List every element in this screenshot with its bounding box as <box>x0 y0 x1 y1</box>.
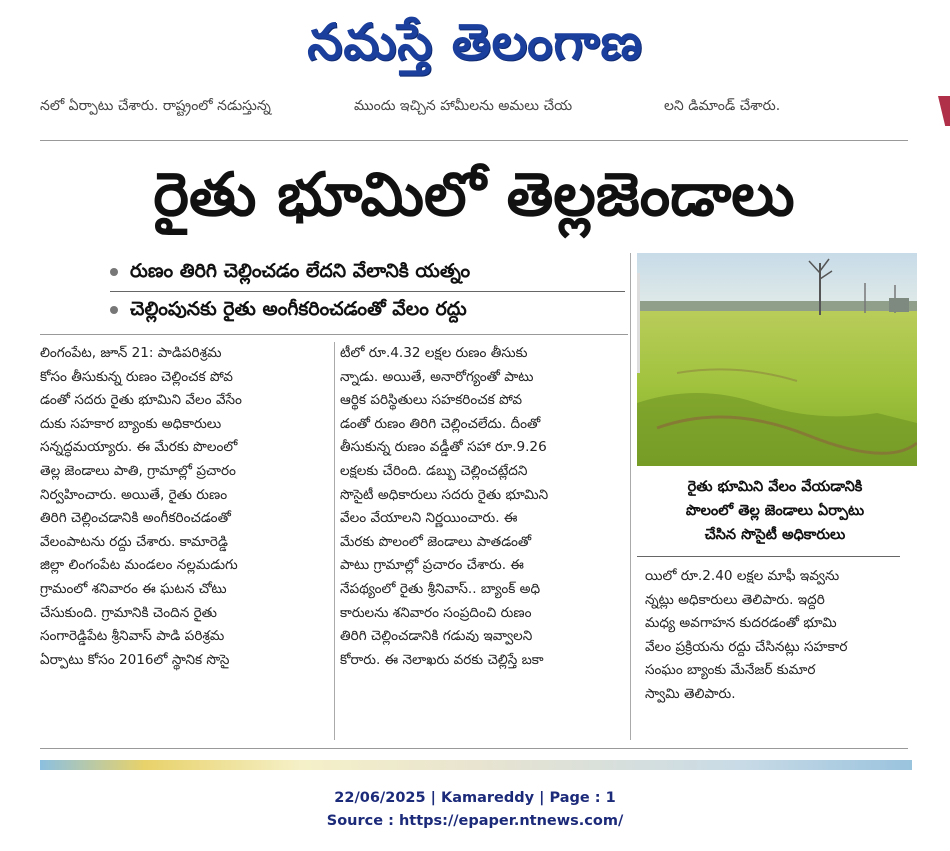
divider <box>40 748 908 749</box>
bullet-icon <box>110 306 118 314</box>
photo-caption: రైతు భూమిని వేలం వేయడానికి పొలంలో తెల్ల జెండాలు ఏర్పాటు చేసిన సొసైటీ అధికారులు <box>685 479 865 543</box>
headline: రైతు భూమిలో తెల్లజెండాలు <box>153 160 795 230</box>
article-line: దుకు సహకార బ్యాంకు అధికారులు <box>40 415 222 432</box>
article-line: సంగారెడ్డిపేట శ్రీనివాస్ పాడి పరిశ్రమ <box>40 628 225 645</box>
divider <box>40 334 628 335</box>
article-line: యిలో రూ.2.40 లక్షల మాఫీ ఇవ్వను <box>645 568 840 584</box>
article-line: జిల్లా లింగంపేట మండలం నల్లమడుగు <box>40 557 238 574</box>
article-line: పాటు గ్రామాల్లో ప్రచారం చేశారు. ఈ <box>340 557 524 574</box>
bullet-icon <box>110 268 118 276</box>
article-line: న్నాడు. అయితే, అనారోగ్యంతో పాటు <box>340 368 534 385</box>
article-line: గ్రామంలో శనివారం ఈ ఘటన చోటు <box>40 580 227 597</box>
article-line: తిరిగి చెల్లించడానికి గడువు ఇవ్వాలని <box>340 628 533 645</box>
page-edge-mark <box>938 96 950 126</box>
article-line: డంతో సదరు రైతు భూమిని వేలం వేసేం <box>40 392 242 409</box>
divider <box>637 556 900 557</box>
previous-article-strip <box>40 96 910 122</box>
article-line: తీసుకున్న రుణం వడ్డీతో సహా రూ.9.26 <box>340 439 547 456</box>
strip-fragment: లని డిమాండ్ చేశారు. <box>664 98 781 114</box>
divider <box>40 140 908 141</box>
article-line: న్నట్లు అధికారులు తెలిపారు. ఇద్దరి <box>645 591 825 608</box>
article-line: కోరారు. ఈ నెలాఖరు వరకు చెల్లిస్తే బకా <box>340 651 544 668</box>
subhead: చెల్లింపునకు రైతు అంగీకరించడంతో వేలం రద్దు <box>110 298 620 325</box>
article-column-1 <box>40 342 328 742</box>
article-line: ఆర్థిక పరిస్థితులు సహకరించక పోవ <box>340 392 523 409</box>
article-line: తిరిగి చెల్లించడానికి అంగీకరించడంతో <box>40 510 231 527</box>
article-line: తెల్ల జెండాలు పాతి, గ్రామాల్లో ప్రచారం <box>40 462 236 479</box>
article-line: డంతో రుణం తిరిగి చెల్లించలేదు. దీంతో <box>340 415 541 432</box>
strip-fragment: ముందు ఇచ్చిన హామీలను అమలు చేయ <box>354 98 573 114</box>
column-divider <box>334 342 335 740</box>
article-line: చేసుకుంది. గ్రామానికి చెందిన రైతు <box>40 604 217 621</box>
masthead <box>0 4 950 80</box>
article-line: స్వామి తెలిపారు. <box>645 685 736 702</box>
strip-fragment: నలో ఏర్పాటు చేశారు. రాష్ట్రంలో నడుస్తున్న <box>40 98 271 114</box>
article-line: సొసైటీ అధికారులు సదరు రైతు భూమిని <box>340 486 549 503</box>
masthead-title: నమస్తే తెలంగాణ <box>307 13 643 71</box>
source-link[interactable]: Source : https://epaper.ntnews.com/ <box>326 813 624 829</box>
article-line: సంఘం బ్యాంకు మేనేజర్ కుమార <box>645 662 816 679</box>
article-line: వేలం ప్రక్రియను రద్దు చేసినట్లు సహకార <box>645 638 848 655</box>
article-line: నిర్వహించారు. అయితే, రైతు రుణం <box>40 486 228 503</box>
article-line: టీలో రూ.4.32 లక్షల రుణం తీసుకు <box>340 345 528 361</box>
article-line: వేలంపాటను రద్దు చేశారు. కామారెడ్డి <box>40 533 228 550</box>
article-line: మేరకు పొలంలో జెండాలు పాతడంతో <box>340 533 532 550</box>
article-column-2 <box>340 342 624 742</box>
article-line: మధ్య అవగాహన కుదరడంతో భూమి <box>645 615 837 632</box>
article-line: కారులను శనివారం సంప్రదించి రుణం <box>340 604 532 621</box>
article-column-3 <box>645 565 913 745</box>
article-line: వేలం వేయాలని నిర్ణయించారు. ఈ <box>340 510 518 527</box>
subhead: రుణం తిరిగి చెల్లించడం లేదని వేలానికి యత్నం <box>110 260 620 287</box>
article-line: లింగంపేట, జూన్ 21: పాడిపరిశ్రమ <box>40 345 222 361</box>
edition-info: 22/06/2025 | Kamareddy | Page : 1 <box>334 790 616 806</box>
column-divider <box>630 253 631 740</box>
next-article-strip <box>40 760 912 770</box>
farmland-photo <box>637 253 917 466</box>
article-line: నేపథ్యంలో రైతు శ్రీనివాస్.. బ్యాంక్ అధి <box>340 580 541 597</box>
divider <box>110 291 625 292</box>
field-with-flags-image <box>637 253 917 466</box>
article-line: లక్షలకు చేరింది. డబ్బు చెల్లించట్లేదని <box>340 462 528 479</box>
article-line: సన్నద్ధమయ్యారు. ఈ మేరకు పొలంలో <box>40 439 238 456</box>
article-line: ఏర్పాటు కోసం 2016లో స్థానిక సొసై <box>40 651 230 668</box>
article-line: కోసం తీసుకున్న రుణం చెల్లించక పోవ <box>40 368 233 385</box>
